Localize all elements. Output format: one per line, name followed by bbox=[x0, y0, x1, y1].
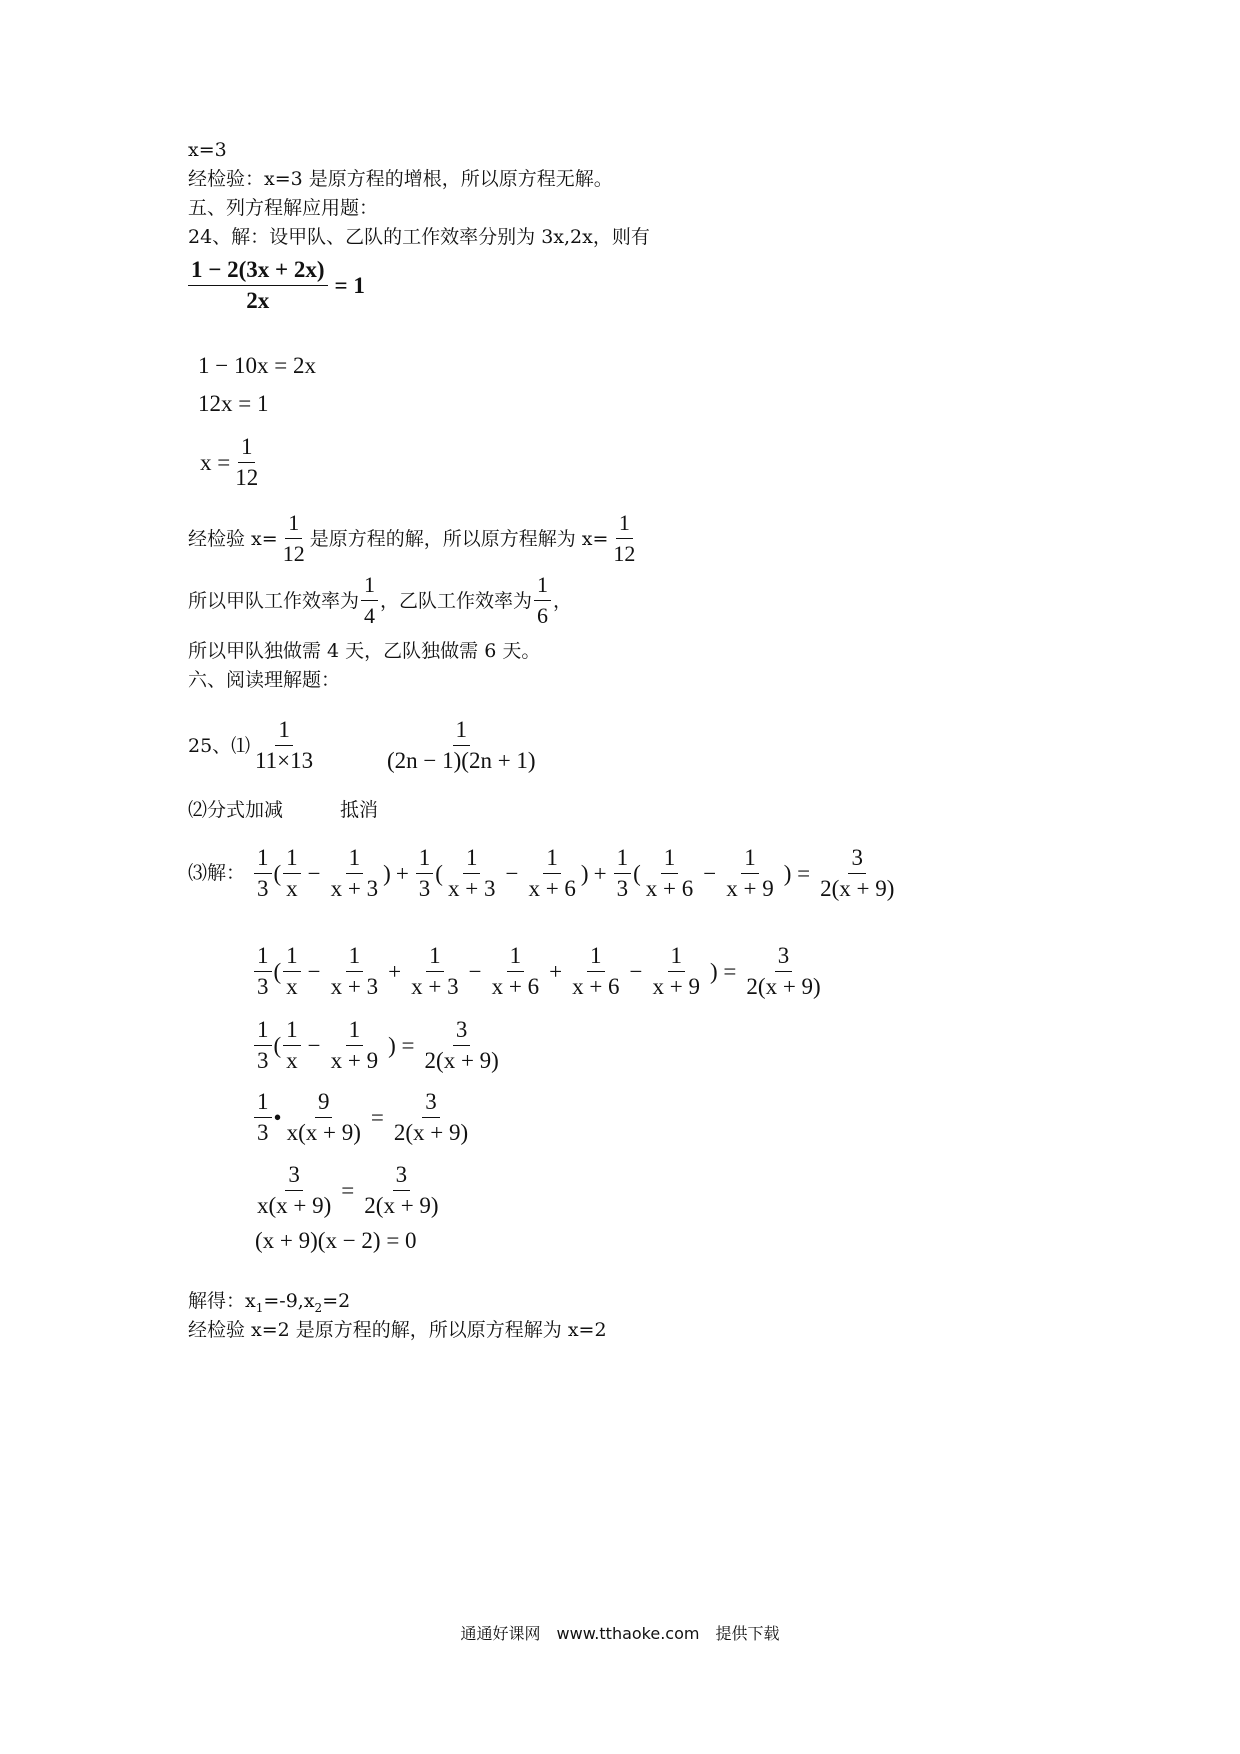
paren: ) bbox=[383, 860, 391, 886]
numerator: 1 bbox=[238, 432, 256, 463]
fraction bbox=[328, 843, 381, 904]
numerator: 3 bbox=[848, 843, 866, 874]
denominator: x(x + 9) bbox=[257, 1193, 332, 1218]
fraction bbox=[254, 843, 272, 904]
q25-equation-6: (x + 9)(x − 2) = 0 bbox=[255, 1228, 417, 1253]
fraction bbox=[525, 843, 578, 904]
q25-equation-3 bbox=[252, 1015, 504, 1076]
paren: ( bbox=[273, 1032, 282, 1058]
line-x-eq-3: x=3 bbox=[188, 139, 227, 161]
fraction bbox=[254, 1087, 272, 1148]
paren: ( bbox=[273, 958, 282, 984]
denominator: 6 bbox=[537, 603, 549, 628]
fraction bbox=[232, 432, 261, 493]
numerator: 1 bbox=[275, 715, 293, 746]
equals-rhs: = 1 bbox=[334, 272, 365, 298]
q25-fraction-a bbox=[250, 715, 318, 776]
numerator: 1 bbox=[254, 1087, 272, 1118]
numerator: 1 bbox=[661, 843, 679, 874]
numerator: 1 bbox=[254, 843, 272, 874]
footer-credit: 通通好课网 www.tthaoke.com 提供下载 bbox=[460, 1624, 780, 1643]
denominator: x + 3 bbox=[330, 974, 379, 999]
numerator: 3 bbox=[393, 1160, 411, 1191]
fraction bbox=[723, 843, 776, 904]
text: ， bbox=[553, 589, 573, 612]
denominator: 3 bbox=[616, 876, 629, 901]
denominator: x + 3 bbox=[411, 974, 459, 999]
numerator: 1 bbox=[346, 941, 364, 972]
fraction bbox=[188, 255, 328, 316]
numerator: 1 bbox=[416, 843, 434, 874]
dot-operator: • bbox=[273, 1104, 282, 1130]
denominator: 12 bbox=[282, 541, 305, 566]
fraction bbox=[445, 843, 498, 904]
paren: ( bbox=[273, 860, 282, 886]
section-heading-six: 六、阅读理解题： bbox=[188, 669, 341, 691]
denominator: x(x + 9) bbox=[286, 1120, 361, 1145]
denominator: 2(x + 9) bbox=[393, 1120, 469, 1145]
denominator: 3 bbox=[257, 1048, 269, 1073]
denominator: 2x bbox=[246, 288, 270, 313]
numerator: 3 bbox=[285, 1160, 303, 1191]
paren: ) bbox=[580, 860, 589, 886]
operator: ) = bbox=[388, 1032, 415, 1058]
fraction bbox=[408, 941, 461, 1002]
numerator: 1 bbox=[616, 508, 633, 539]
operator: − bbox=[307, 860, 321, 886]
operator: − bbox=[629, 958, 643, 984]
text: =-9,x bbox=[263, 1290, 315, 1312]
numerator: 1 bbox=[254, 941, 272, 972]
denominator: 3 bbox=[257, 876, 269, 901]
fraction bbox=[391, 1087, 471, 1148]
numerator: 1 bbox=[254, 1015, 272, 1046]
denominator: 2(x + 9) bbox=[820, 876, 895, 901]
final-check-line: 经检验 x=2 是原方程的解，所以原方程解为 x=2 bbox=[188, 1319, 607, 1341]
operator: ) = bbox=[710, 958, 737, 984]
q25-part-3-label: ⑶解： bbox=[188, 862, 246, 884]
numerator: 1 bbox=[285, 508, 302, 539]
denominator: x bbox=[286, 974, 298, 999]
solution-line bbox=[188, 1288, 350, 1321]
denominator: 11×13 bbox=[255, 748, 314, 773]
fraction bbox=[254, 1160, 334, 1221]
fraction bbox=[254, 941, 272, 1002]
denominator: (2n − 1)(2n + 1) bbox=[387, 748, 536, 773]
equation-3: 12x = 1 bbox=[198, 391, 269, 416]
q25-equation-2 bbox=[252, 941, 826, 1002]
line-check-extraneous-root: 经检验：x=3 是原方程的增根，所以原方程无解。 bbox=[188, 168, 613, 190]
fraction bbox=[643, 843, 696, 904]
efficiency-line bbox=[188, 570, 572, 631]
section-heading-five: 五、列方程解应用题： bbox=[188, 197, 379, 219]
numerator: 3 bbox=[422, 1087, 440, 1118]
operator: = bbox=[341, 1177, 355, 1203]
numerator: 3 bbox=[453, 1015, 471, 1046]
fraction bbox=[280, 508, 308, 569]
q25-equation-1 bbox=[252, 843, 899, 904]
q25-part-2: ⑵分式加减 抵消 bbox=[188, 799, 379, 821]
fraction bbox=[252, 715, 316, 776]
fraction bbox=[489, 941, 542, 1002]
denominator: 2(x + 9) bbox=[424, 1048, 499, 1073]
denominator: x + 9 bbox=[652, 974, 701, 999]
operator: − bbox=[703, 860, 717, 886]
numerator: 3 bbox=[775, 941, 793, 972]
denominator: x bbox=[286, 1048, 298, 1073]
q25-fraction-b bbox=[382, 715, 541, 776]
numerator: 1 bbox=[283, 843, 301, 874]
denominator: x + 6 bbox=[528, 876, 576, 901]
operator: + bbox=[395, 860, 409, 886]
denominator: 4 bbox=[364, 603, 376, 628]
numerator: 9 bbox=[315, 1087, 333, 1118]
numerator: 1 bbox=[668, 941, 686, 972]
days-line: 所以甲队独做需 4 天，乙队独做需 6 天。 bbox=[188, 640, 541, 662]
fraction bbox=[328, 941, 381, 1002]
fraction bbox=[284, 1087, 364, 1148]
denominator: x + 6 bbox=[645, 876, 694, 901]
paren: ( bbox=[435, 860, 443, 886]
fraction bbox=[328, 1015, 381, 1076]
fraction bbox=[361, 1160, 441, 1221]
fraction bbox=[416, 843, 434, 904]
numerator: 1 − 2(3x + 2x) bbox=[188, 255, 328, 286]
denominator: 3 bbox=[257, 974, 269, 999]
fraction bbox=[743, 941, 823, 1002]
denominator: 2(x + 9) bbox=[746, 974, 821, 999]
denominator: x bbox=[286, 876, 298, 901]
denominator: 12 bbox=[235, 465, 259, 490]
numerator: 1 bbox=[507, 941, 525, 972]
denominator: x + 9 bbox=[330, 1048, 379, 1073]
equation-1 bbox=[186, 255, 370, 316]
denominator: x + 3 bbox=[447, 876, 496, 901]
fraction bbox=[422, 1015, 502, 1076]
text: 解得：x bbox=[188, 1290, 256, 1312]
numerator: 1 bbox=[346, 843, 364, 874]
fraction bbox=[384, 715, 539, 776]
fraction bbox=[283, 843, 301, 904]
operator: − bbox=[505, 860, 519, 886]
fraction bbox=[534, 570, 551, 631]
paren: ( bbox=[633, 860, 641, 886]
check-line-24 bbox=[188, 508, 640, 569]
numerator: 1 bbox=[283, 1015, 301, 1046]
numerator: 1 bbox=[283, 941, 301, 972]
numerator: 1 bbox=[463, 843, 481, 874]
fraction bbox=[569, 941, 622, 1002]
numerator: 1 bbox=[587, 941, 605, 972]
subscript: 2 bbox=[314, 1300, 323, 1315]
fraction bbox=[610, 508, 638, 569]
subscript: 1 bbox=[255, 1300, 264, 1315]
text: =2 bbox=[322, 1290, 351, 1312]
q25-label: 25、⑴ bbox=[188, 735, 251, 757]
denominator: 2(x + 9) bbox=[364, 1193, 439, 1218]
q25-equation-4 bbox=[252, 1087, 473, 1148]
problem-24-intro: 24、解：设甲队、乙队的工作效率分别为 3x,2x，则有 bbox=[188, 226, 650, 248]
equation-2: 1 − 10x = 2x bbox=[198, 353, 316, 378]
operator: = bbox=[370, 1104, 384, 1130]
numerator: 1 bbox=[614, 843, 632, 874]
numerator: 1 bbox=[534, 570, 551, 601]
numerator: 1 bbox=[453, 715, 471, 746]
numerator: 1 bbox=[361, 570, 378, 601]
efficiency-content bbox=[188, 570, 572, 631]
denominator: 12 bbox=[613, 541, 636, 566]
operator: + bbox=[388, 958, 402, 984]
equation-4 bbox=[200, 432, 263, 493]
lhs: x = bbox=[200, 449, 231, 475]
text: 经检验 x= bbox=[188, 527, 278, 550]
operator: − bbox=[468, 958, 482, 984]
fraction bbox=[283, 1015, 301, 1076]
fraction bbox=[254, 1015, 272, 1076]
numerator: 1 bbox=[543, 843, 561, 874]
q25-equation-5 bbox=[252, 1160, 444, 1221]
operator: ) = bbox=[783, 860, 811, 886]
text: ，乙队工作效率为 bbox=[380, 589, 533, 612]
numerator: 1 bbox=[346, 1015, 364, 1046]
numerator: 1 bbox=[426, 941, 444, 972]
check-content bbox=[188, 508, 640, 569]
denominator: 3 bbox=[257, 1120, 269, 1145]
denominator: x + 6 bbox=[491, 974, 540, 999]
text: 所以甲队工作效率为 bbox=[188, 589, 360, 612]
numerator: 1 bbox=[741, 843, 759, 874]
denominator: x + 6 bbox=[572, 974, 620, 999]
operator: − bbox=[307, 1032, 321, 1058]
operator: + bbox=[593, 860, 607, 886]
fraction bbox=[361, 570, 378, 631]
operator: − bbox=[307, 958, 321, 984]
fraction bbox=[614, 843, 632, 904]
fraction bbox=[650, 941, 703, 1002]
operator: + bbox=[549, 958, 563, 984]
denominator: x + 9 bbox=[726, 876, 774, 901]
fraction bbox=[817, 843, 897, 904]
fraction bbox=[283, 941, 301, 1002]
denominator: 3 bbox=[418, 876, 431, 901]
denominator: x + 3 bbox=[330, 876, 379, 901]
text: 是原方程的解，所以原方程解为 x= bbox=[309, 527, 609, 550]
